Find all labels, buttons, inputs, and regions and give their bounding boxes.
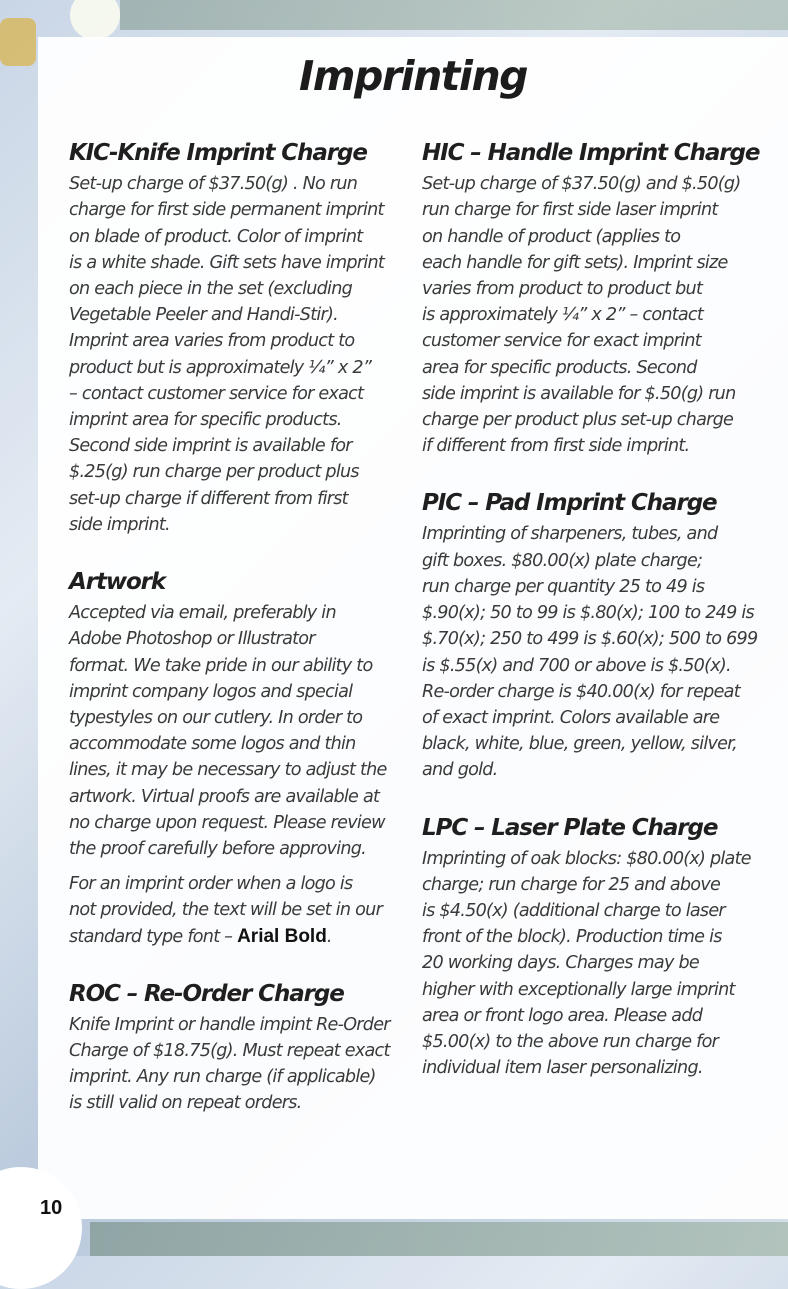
page-number: 10 <box>40 1197 63 1219</box>
text-line: and gold. <box>422 760 498 781</box>
text-line: of exact imprint. Colors available are <box>422 707 720 728</box>
text-line: area for specific products. Second <box>422 357 697 378</box>
text-line: Imprinting of sharpeners, tubes, and <box>422 524 718 545</box>
text-line: no charge upon request. Please review <box>69 812 385 833</box>
text-line: individual item laser personalizing. <box>422 1058 703 1079</box>
text-line: on handle of product (applies to <box>422 226 681 247</box>
text-line: Knife Imprint or handle impint Re-Order <box>69 1014 390 1035</box>
text-line: not provided, the text will be set in our <box>69 900 383 921</box>
text-line: on each piece in the set (excluding <box>69 278 353 299</box>
text-line: if different from first side imprint. <box>422 436 690 457</box>
bokeh-light-top <box>70 0 120 40</box>
text-line: Charge of $18.75(g). Must repeat exact <box>69 1041 390 1062</box>
text-line: Set-up charge of $37.50(g) . No run <box>69 174 358 195</box>
text-line: Imprinting of oak blocks: $80.00(x) plate <box>422 848 751 869</box>
text-line: each handle for gift sets). Imprint size <box>422 252 728 273</box>
text-line: side imprint. <box>69 514 170 535</box>
text-line: lines, it may be necessary to adjust the <box>69 760 387 781</box>
roc-heading: ROC – Re-Order Charge <box>69 980 344 1007</box>
text-line: accommodate some logos and thin <box>69 734 356 755</box>
text-line: customer service for exact imprint <box>422 331 701 352</box>
right-column <box>422 140 767 1081</box>
page-title: Imprinting <box>299 52 527 100</box>
left-column <box>69 140 409 1117</box>
hic-body <box>422 171 767 459</box>
text-line: product but is approximately ¼” x 2” <box>69 357 372 378</box>
text-line: is $4.50(x) (additional charge to laser <box>422 901 725 922</box>
text-line: For an imprint order when a logo is <box>69 874 353 895</box>
text-line: Vegetable Peeler and Handi-Stir). <box>69 305 338 326</box>
text-line: black, white, blue, green, yellow, silver, <box>422 734 737 755</box>
text-line: is a white shade. Gift sets have imprint <box>69 252 385 273</box>
artwork-heading: Artwork <box>69 568 166 595</box>
pic-heading: PIC – Pad Imprint Charge <box>422 490 717 517</box>
text-line: artwork. Virtual proofs are available at <box>69 786 380 807</box>
text-line: area or front logo area. Please add <box>422 1005 703 1026</box>
text-line: is $.55(x) and 700 or above is $.50(x). <box>422 655 731 676</box>
text-line: $.90(x); 50 to 99 is $.80(x); 100 to 249 is <box>422 603 754 624</box>
text-line: run charge for first side laser imprint <box>422 200 718 221</box>
text-line: Set-up charge of $37.50(g) and $.50(g) <box>422 174 741 195</box>
section-roc <box>69 981 409 1117</box>
hic-heading: HIC – Handle Imprint Charge <box>422 140 760 166</box>
text-line: charge per product plus set-up charge <box>422 409 734 430</box>
artwork-font-note <box>69 871 409 950</box>
text-line: on blade of product. Color of imprint <box>69 226 363 247</box>
font-name: Arial Bold <box>237 925 327 947</box>
text-line: side imprint is available for $.50(g) run <box>422 383 736 404</box>
text-line: Adobe Photoshop or Illustrator <box>69 629 315 650</box>
text-line: format. We take pride in our ability to <box>69 655 373 676</box>
text-line: is approximately ¼” x 2” – contact <box>422 305 703 326</box>
text-line: . <box>326 926 332 947</box>
text-line: imprint area for specific products. <box>69 409 342 430</box>
text-line: typestyles on our cutlery. In order to <box>69 707 363 728</box>
text-line: imprint. Any run charge (if applicable) <box>69 1067 376 1088</box>
pine-branch-top <box>120 0 788 30</box>
pine-branch-bottom <box>90 1222 788 1256</box>
text-line: set-up charge if different from first <box>69 488 348 509</box>
text-line: Accepted via email, preferably in <box>69 603 336 624</box>
text-line: imprint company logos and special <box>69 681 353 702</box>
roc-body <box>69 1012 409 1117</box>
text-line: higher with exceptionally large imprint <box>422 979 735 1000</box>
text-line: standard type font – <box>69 926 238 947</box>
section-lpc <box>422 815 767 1082</box>
lpc-body <box>422 846 767 1082</box>
text-line: charge for first side permanent imprint <box>69 200 384 221</box>
section-hic <box>422 140 767 459</box>
text-line: varies from product to product but <box>422 278 703 299</box>
text-line: Imprint area varies from product to <box>69 331 355 352</box>
text-line: Re-order charge is $40.00(x) for repeat <box>422 681 740 702</box>
text-line: 20 working days. Charges may be <box>422 953 699 974</box>
text-line: charge; run charge for 25 and above <box>422 874 721 895</box>
text-line: run charge per quantity 25 to 49 is <box>422 576 705 597</box>
text-line: $5.00(x) to the above run charge for <box>422 1032 719 1053</box>
lpc-heading: LPC – Laser Plate Charge <box>422 814 718 841</box>
text-line: is still valid on repeat orders. <box>69 1093 302 1114</box>
text-line: $.70(x); 250 to 499 is $.60(x); 500 to 699 <box>422 629 758 650</box>
section-pic <box>422 490 767 783</box>
text-line: front of the block). Production time is <box>422 927 722 948</box>
kic-body <box>69 171 409 538</box>
text-line: $.25(g) run charge per product plus <box>69 462 359 483</box>
text-line: gift boxes. $80.00(x) plate charge; <box>422 550 703 571</box>
text-line: Second side imprint is available for <box>69 436 352 457</box>
text-line: – contact customer service for exact <box>69 383 364 404</box>
artwork-body <box>69 600 409 862</box>
section-artwork <box>69 569 409 950</box>
kic-heading: KIC-Knife Imprint Charge <box>69 140 367 166</box>
pic-body <box>422 521 767 783</box>
text-line: the proof carefully before approving. <box>69 838 366 859</box>
section-kic <box>69 140 409 538</box>
